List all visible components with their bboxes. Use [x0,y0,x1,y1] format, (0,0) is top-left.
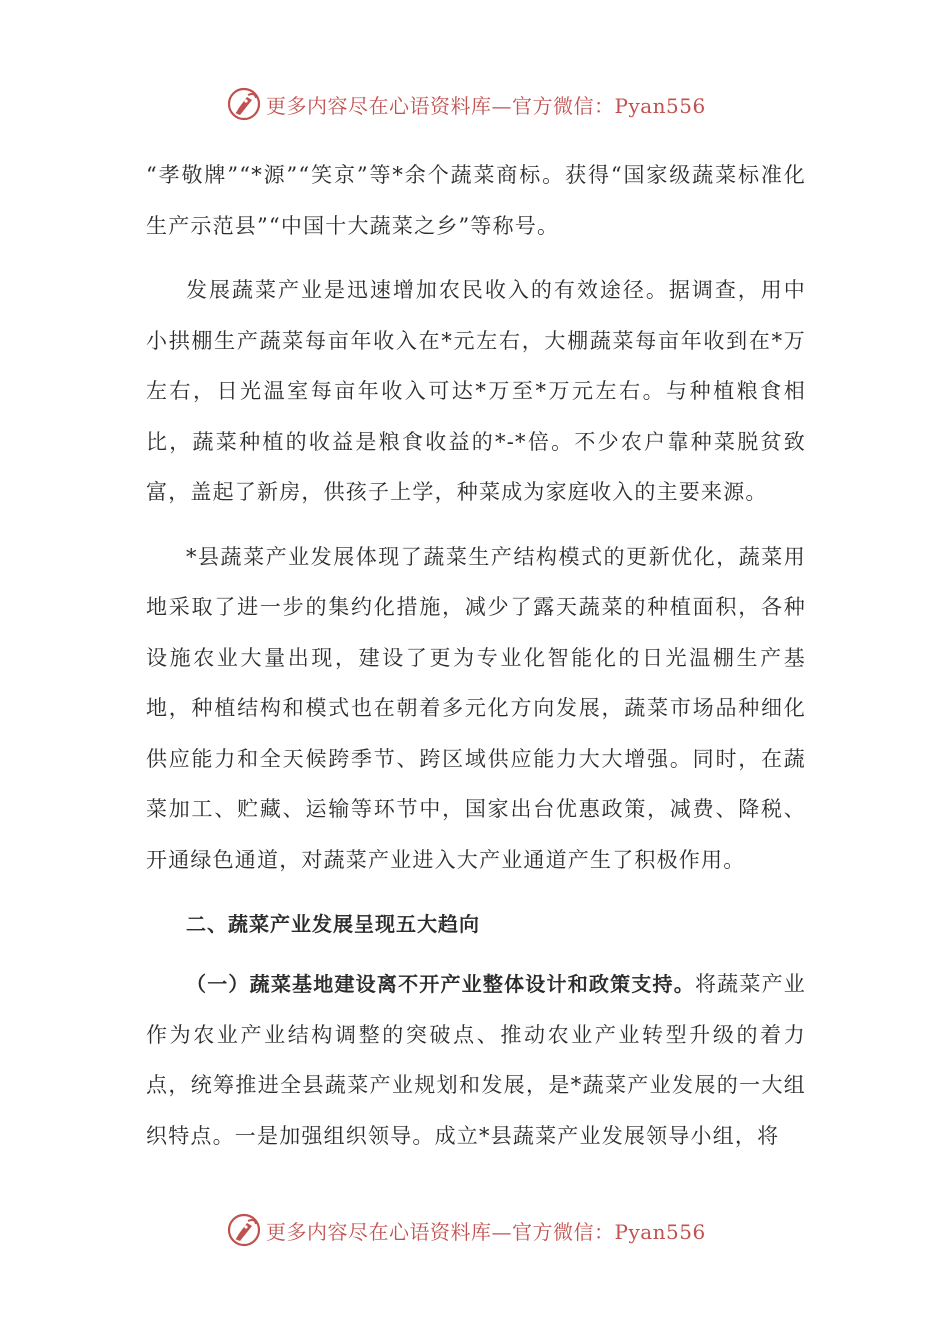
banner-text: 更多内容尽在心语资料库—官方微信：Pyan556 [266,93,706,118]
footer-banner [226,1210,706,1250]
header-banner [226,84,706,124]
banner-text: 更多内容尽在心语资料库—官方微信：Pyan556 [266,1219,706,1244]
pen-nib-logo-icon [226,1212,262,1248]
paragraph-lead-bold: （一）蔬菜基地建设离不开产业整体设计和政策支持。 [186,972,695,996]
paragraph-structure: *县蔬菜产业发展体现了蔬菜生产结构模式的更新优化，蔬菜用地采取了进一步的集约化措施，减少了露天蔬菜的种植面积，各种设施农业大量出现，建设了更为专业化智能化的日光温棚生产基地，种植结构和模式也在朝着多元化方向发展，蔬菜市场品种细化供应能力和全天候跨季节、跨区域供应能力大大增强。同时，在蔬菜加工、贮藏、运输等环节中，国家出台优惠政策，减费、降税、开通绿色通道，对蔬菜产业进入大产业通道产生了积极作用。 [146,544,806,872]
pen-nib-logo-icon [226,86,262,122]
document-body [146,150,806,1175]
section-heading: 二、蔬菜产业发展呈现五大趋向 [186,912,480,936]
paragraph-trademarks: “孝敬牌”“*源”“笑京”等*余个蔬菜商标。获得“国家级蔬菜标准化生产示范县”“中国十大蔬菜之乡”等称号。 [146,163,806,238]
paragraph-income: 发展蔬菜产业是迅速增加农民收入的有效途径。据调查，用中小拱棚生产蔬菜每亩年收入在*元左右，大棚蔬菜每亩年收到在*万左右，日光温室每亩年收入可达*万至*万元左右。与种植粮食相比，蔬菜种植的收益是粮食收益的*-*倍。不少农户靠种菜脱贫致富，盖起了新房，供孩子上学，种菜成为家庭收入的主要来源。 [146,278,806,504]
paragraph-base-construction [146,959,806,1161]
paragraph-body-text: 将蔬菜产业作为农业产业结构调整的突破点、推动农业产业转型升级的着力点，统筹推进全县蔬菜产业规划和发展，是*蔬菜产业发展的一大组织特点。一是加强组织领导。成立*县蔬菜产业发展领导小组，将 [146,972,806,1148]
